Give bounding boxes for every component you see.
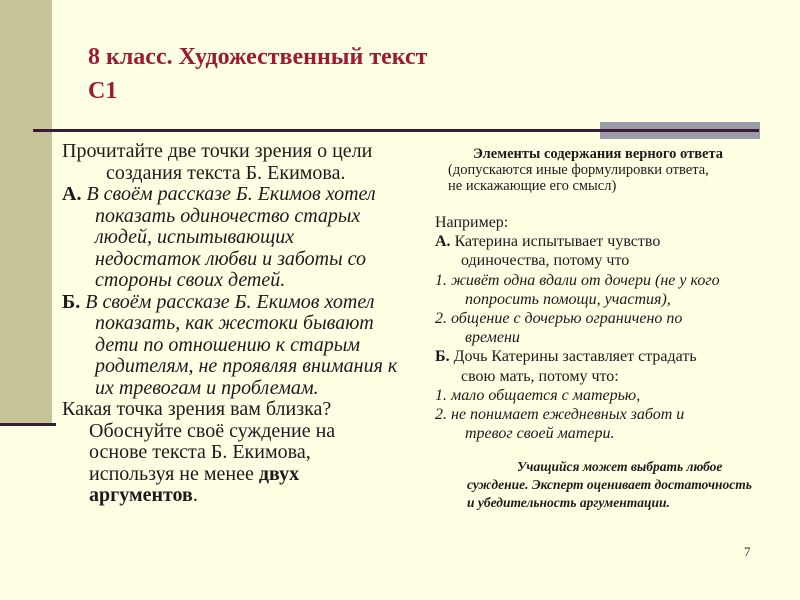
text-run: не искажающие его смысл) bbox=[448, 178, 617, 194]
text-line bbox=[435, 458, 790, 476]
text-line bbox=[435, 476, 790, 494]
text-run: основе текста Б. Екимова, bbox=[89, 441, 311, 463]
text-run: Б. bbox=[435, 348, 450, 366]
text-line bbox=[62, 313, 437, 335]
title-line-1: 8 класс. Художественный текст bbox=[88, 44, 428, 70]
text-run: А. bbox=[435, 233, 451, 251]
text-line bbox=[435, 424, 790, 443]
text-run: и убедительность аргументации. bbox=[467, 495, 670, 511]
text-run: Какая точка зрения вам близка? bbox=[62, 398, 332, 420]
text-run: двух bbox=[258, 462, 300, 485]
sidebar-bottom-rule bbox=[0, 423, 56, 426]
text-run: 2. не понимает ежедневных забот и bbox=[435, 406, 685, 424]
expert-note bbox=[435, 458, 790, 512]
text-line bbox=[62, 206, 437, 228]
text-run: одиночества, потому что bbox=[461, 252, 630, 270]
text-run: Катерина испытывает чувство bbox=[450, 233, 661, 251]
text-run: Учащийся может выбрать любое bbox=[517, 459, 723, 475]
text-line bbox=[62, 292, 437, 314]
text-run: создания текста Б. Екимова. bbox=[106, 161, 346, 184]
text-run: Например: bbox=[435, 214, 509, 231]
title-line-2: С1 bbox=[88, 78, 118, 104]
text-run: В своём рассказе Б. Екимов хотел bbox=[81, 183, 376, 205]
text-run: Обоснуйте своё суждение на bbox=[89, 419, 336, 442]
text-run: родителям, не проявляя внимания к bbox=[95, 355, 398, 377]
text-line bbox=[62, 421, 437, 443]
text-line bbox=[62, 464, 437, 486]
text-line bbox=[435, 367, 790, 386]
text-line bbox=[435, 213, 790, 232]
text-run: (допускаются иные формулировки ответа, bbox=[448, 162, 709, 178]
text-line bbox=[435, 146, 790, 162]
sidebar-accent-bar bbox=[0, 0, 52, 423]
text-line bbox=[62, 356, 437, 378]
text-run: людей, испытывающих bbox=[95, 226, 295, 248]
text-line bbox=[435, 328, 790, 347]
task-text-column bbox=[62, 141, 437, 507]
text-run: А. bbox=[62, 183, 82, 205]
answer-elements-header bbox=[435, 146, 790, 194]
text-line bbox=[62, 399, 437, 421]
text-line bbox=[62, 335, 437, 357]
title-underline-rule bbox=[33, 129, 759, 132]
page-number: 7 bbox=[744, 544, 751, 559]
text-run: стороны своих детей. bbox=[95, 269, 286, 291]
text-line bbox=[435, 290, 790, 309]
text-line bbox=[435, 386, 790, 405]
text-run: аргументов bbox=[89, 484, 193, 506]
text-line bbox=[62, 270, 437, 292]
text-line bbox=[62, 378, 437, 400]
text-line bbox=[435, 251, 790, 270]
text-line bbox=[62, 249, 437, 271]
text-run: показать, как жестоки бывают bbox=[95, 312, 374, 334]
text-line bbox=[435, 232, 790, 251]
text-run: показать одиночество старых bbox=[95, 204, 361, 227]
text-line bbox=[435, 494, 790, 512]
text-line bbox=[435, 309, 790, 328]
text-line bbox=[435, 162, 790, 178]
text-line bbox=[62, 184, 437, 206]
text-run: суждение. Эксперт оценивает достаточность bbox=[467, 477, 752, 493]
text-run: Б. bbox=[62, 290, 81, 313]
text-run: используя не менее bbox=[89, 462, 259, 485]
text-run: тревог своей матери. bbox=[465, 425, 615, 443]
answer-column bbox=[435, 146, 790, 512]
text-line bbox=[62, 442, 437, 464]
text-line bbox=[435, 271, 790, 290]
text-run: дети по отношению к старым bbox=[95, 333, 361, 356]
text-run: свою мать, потому что: bbox=[461, 367, 619, 385]
text-run: . bbox=[192, 484, 198, 506]
text-run: 1. живёт одна вдали от дочери (не у кого bbox=[435, 271, 720, 289]
text-run: Прочитайте две точки зрения о цели bbox=[62, 140, 373, 162]
slide-title bbox=[88, 40, 427, 108]
text-run: Дочь Катерины заставляет страдать bbox=[449, 348, 697, 366]
text-run: времени bbox=[465, 329, 520, 347]
text-run: Элементы содержания верного ответа bbox=[473, 146, 724, 162]
text-run: недостаток любви и заботы со bbox=[95, 247, 367, 270]
text-line bbox=[62, 141, 437, 163]
text-run: 1. мало общается с матерью, bbox=[435, 386, 641, 404]
text-run: 2. общение с дочерью ограничено по bbox=[435, 310, 683, 328]
text-run: В своём рассказе Б. Екимов хотел bbox=[80, 290, 375, 313]
text-line bbox=[62, 227, 437, 249]
text-line bbox=[62, 163, 437, 185]
text-line bbox=[62, 485, 437, 507]
text-line bbox=[435, 178, 790, 194]
text-line bbox=[435, 405, 790, 424]
text-run: их тревогам и проблемам. bbox=[95, 376, 319, 399]
text-run: попросить помощи, участия), bbox=[465, 290, 671, 308]
answer-elements-body bbox=[435, 213, 790, 443]
text-line bbox=[435, 347, 790, 366]
